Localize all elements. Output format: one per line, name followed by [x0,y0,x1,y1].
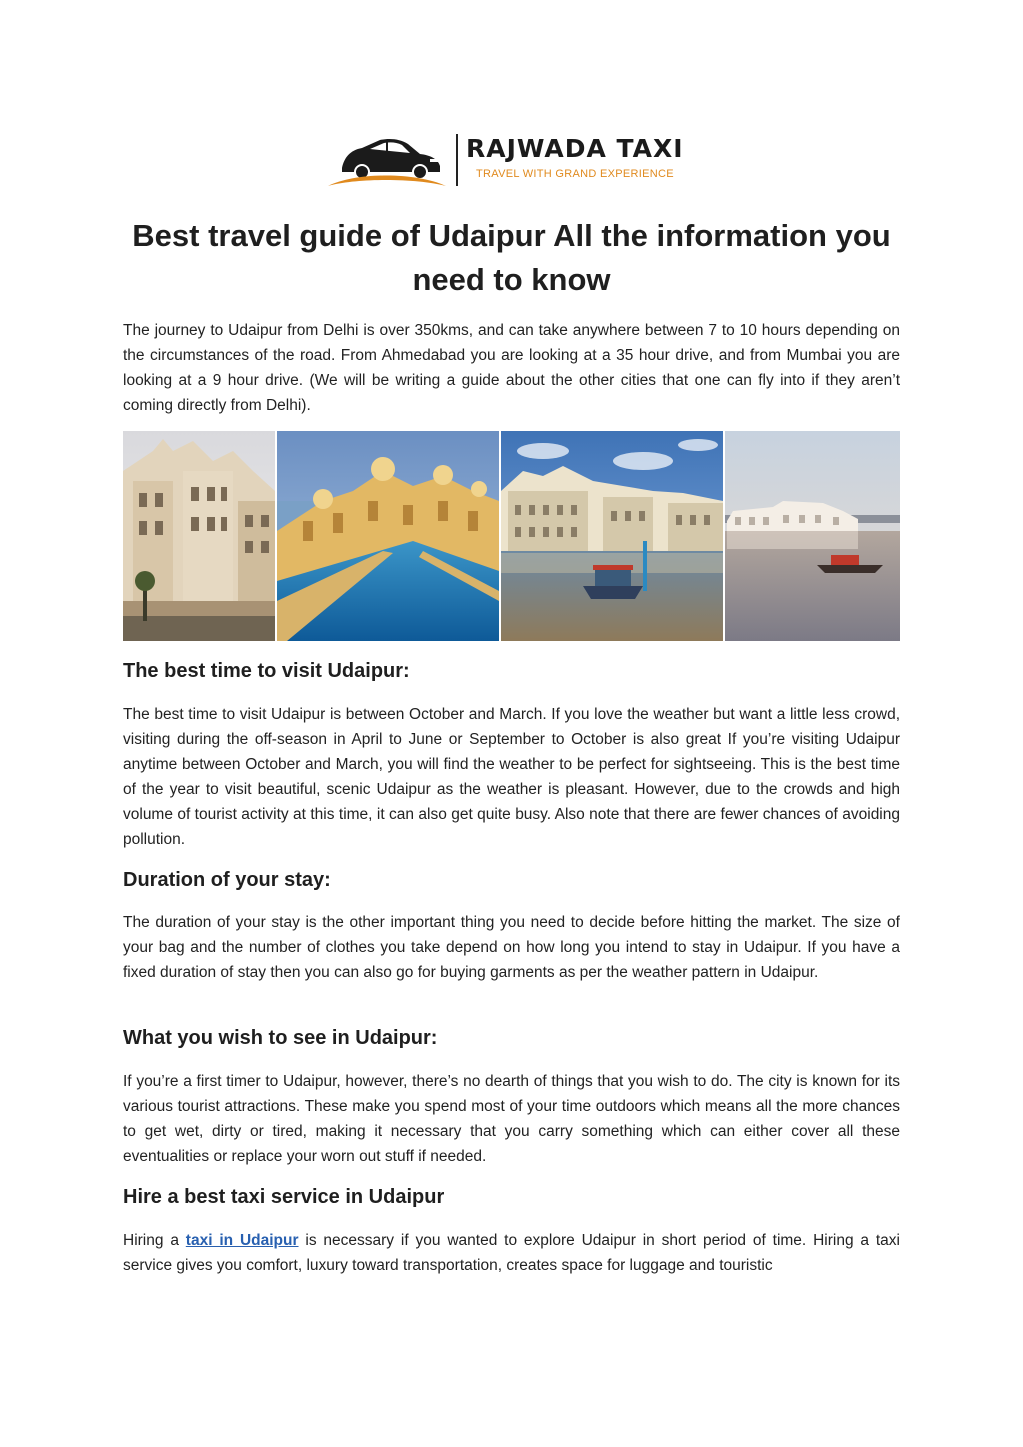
section-body-best-time: The best time to visit Udaipur is between October and March. If you love the weather but want a little less crowd, visiting during the off-season in April to June or September to October is also great If you’re visiting Udaipur anytime between October and March, you will find the weather to be perfect for sightseeing. This is the best time of the year to visit beautiful, scenic Udaipur as the weather is pleasant. However, due to the crowds and high volume of tourist activity at this time, it can also get quite busy. Also note that there are fewer chances of avoiding pollution. [123,706,900,848]
car-icon [326,132,448,190]
section-heading-duration: Duration of your stay: [123,869,331,891]
section-body-duration: The duration of your stay is the other important thing you need to decide before hitting the market. The size of your bag and the number of clothes you take depend on how long you intend to stay in Udaipur. If you have a fixed duration of stay then you can also go for buying garments as per the weather pattern in Udaipur. [123,914,900,981]
photo-udaivilas [277,431,499,641]
page-title: Best travel guide of Udaipur All the information you need to know [132,218,891,297]
section-heading-what-to-see: What you wish to see in Udaipur: [123,1027,438,1049]
rajwada-taxi-logo [326,132,696,190]
intro-paragraph: The journey to Udaipur from Delhi is over 350kms, and can take anywhere between 7 to 10 hours depending on the circumstances of the road. From Ahmedabad you are looking at a 35 hour drive, and from Mumbai you are looking at a 9 hour drive. (We will be writing a guide about the other cities that one can fly into if they aren’t coming directly from Delhi). [123,322,900,414]
body-text-before-link: Hiring a [123,1232,186,1249]
logo-tagline: TRAVEL WITH GRAND EXPERIENCE [476,168,674,180]
section-body-hire-taxi [123,1228,900,1278]
photo-lake-pichola [501,431,723,641]
section-body-what-to-see: If you’re a first timer to Udaipur, however, there’s no dearth of things that you wish to do. The city is known for its various tourist attractions. These make you spend most of your time outdoors which means all the more chances to get wet, dirty or tired, making it necessary that you carry something which can either cover all these eventualities or replace your worn out stuff if needed. [123,1073,900,1165]
section-heading-best-time: The best time to visit Udaipur: [123,660,410,682]
udaipur-photo-collage [123,431,900,641]
logo-divider [456,134,458,186]
section-heading-hire-taxi: Hire a best taxi service in Udaipur [123,1186,445,1208]
photo-city-palace [123,431,275,641]
body-text-after-link: is necessary if you wanted to explore Udaipur in short period of time. Hiring a taxi service gives you comfort, luxury toward transportation, creates space for luggage and touristic [123,1232,900,1274]
photo-lake-palace [725,431,900,641]
logo-brand-name: RAJWADA TAXI [466,134,684,163]
taxi-in-udaipur-link[interactable]: taxi in Udaipur [185,1232,299,1249]
